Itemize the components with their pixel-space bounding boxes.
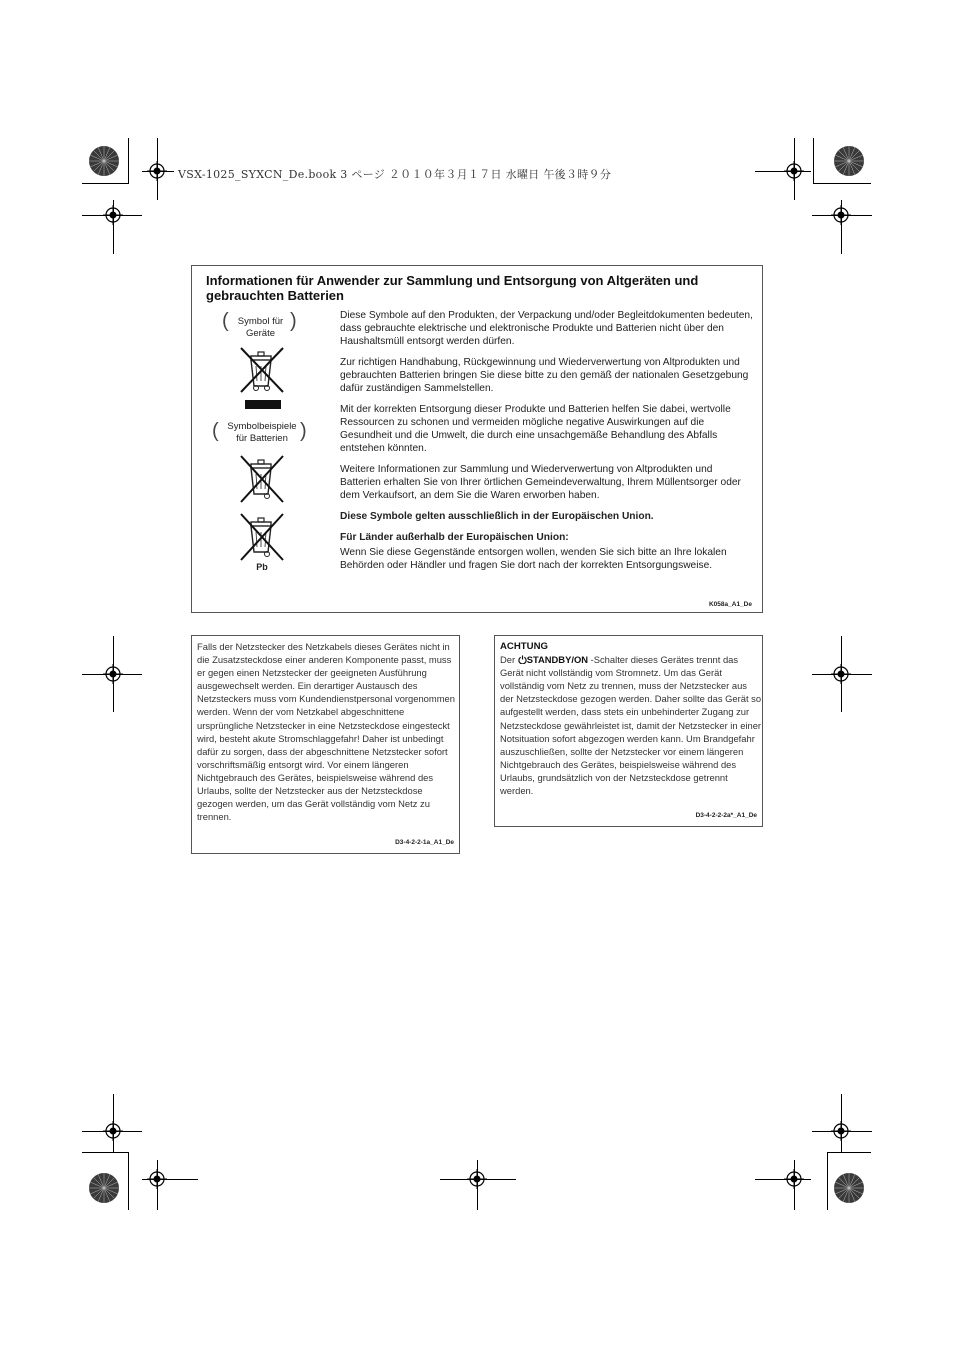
caution-text: -Schalter dieses Gerätes trennt das Gerät nicht vollständig vom Stromnetz. Um das Gerät vollständig vom Netz zu trennen, muss der Netzstecker aus der Netzsteckdose gezogen werden. Daher sollte das Gerät so aufgestellt werden, dass stets ein unbehinderter Zugang zur Netzsteckdose gewährleistet ist, damit der Netzstecker in einer Notsituation sofort abgezogen werden kann. Um Brandgefahr auszuschließen, sollte der Netzstecker vor einem längeren Nichtgebrauch des Gerätes, beispielsweise während des Urlaubs, grundsätzlich von der Netzsteckdose getrennt werden. [500,654,762,797]
disposal-info-box [191,265,763,613]
registration-target-icon [831,205,851,225]
starburst-mark-icon [832,144,866,178]
registration-target-icon [467,1169,487,1189]
registration-target-icon [147,1169,167,1189]
starburst-mark-icon [832,1171,866,1205]
device-symbol-caption: Symbol für Geräte [237,316,284,339]
registration-target-icon [831,664,851,684]
non-eu-text: Wenn Sie diese Gegenstände entsorgen wollen, wenden Sie sich bitte an Ihre lokalen Behörden oder Händler und fragen Sie dort nach der korrekten Entsorgungsweise. [340,547,727,571]
caution-box [494,635,763,827]
disposal-text [340,309,755,580]
disposal-paragraph: Diese Symbole auf den Produkten, der Verpackung und/oder Begleitdokumenten bedeuten, dass gebrauchte elektrische und elektronische Produkte und Batterien nicht über den Haushaltsmüll entsorgt werden dürfen. [340,310,753,347]
paren-close-icon: ) [290,310,297,332]
pb-label: Pb [256,562,268,572]
plug-notice-box [191,635,460,854]
caution-body [500,640,762,797]
disposal-title: Informationen für Anwender zur Sammlung und Entsorgung von Altgeräten und gebrauchten Batterien [206,273,699,303]
caution-prefix: Der [500,654,518,666]
print-header: VSX-1025_SYXCN_De.book 3 ページ ２０１０年３月１７日 水曜日 午後３時９分 [178,168,612,181]
starburst-mark-icon [87,144,121,178]
power-icon [518,655,527,664]
eu-note: Diese Symbole gelten ausschließlich in der Europäischen Union. [340,511,654,522]
registration-target-icon [831,1121,851,1141]
battery-symbol-caption: Symbolbeispiele für Batterien [227,421,297,444]
starburst-mark-icon [87,1171,121,1205]
registration-target-icon [784,1169,804,1189]
disposal-paragraph: Mit der korrekten Entsorgung dieser Produkte und Batterien helfen Sie dabei, wertvolle Ressourcen zu schonen und vermeiden mögliche negative Auswirkungen auf die Gesundheit und die Umwelt, die durch eine unsachgemäße Behandlung des Abfalls entstehen könnten. [340,404,731,454]
standby-label: STANDBY/ON [526,654,589,666]
registration-target-icon [103,664,123,684]
paren-close-icon: ) [300,420,307,442]
crossed-bin-battery-icon [237,454,287,504]
black-bar-icon [245,400,281,409]
non-eu-heading: Für Länder außerhalb der Europäischen Union: [340,532,569,543]
crossed-bin-device-icon [237,346,287,394]
caution-code: D3-4-2-2-2a*_A1_De [695,812,757,819]
disposal-paragraph: Weitere Informationen zur Sammlung und Wiederverwertung von Altprodukten und Batterien erhalten Sie von Ihrer örtlichen Gemeindeverwaltung, Ihrem Müllentsorger oder dem Verkaufsort, an dem Sie die Waren erworben haben. [340,464,741,501]
caution-title: ACHTUNG [500,641,548,652]
registration-target-icon [103,205,123,225]
crossed-bin-pb-battery-icon [237,512,287,562]
paren-open-icon: ( [222,310,229,332]
paren-open-icon: ( [212,420,219,442]
disposal-code: K058a_A1_De [708,601,752,608]
registration-target-icon [784,161,804,181]
plug-notice-code: D3-4-2-2-1a_A1_De [395,839,454,846]
plug-notice-text: Falls der Netzstecker des Netzkabels dieses Gerätes nicht in die Zusatzsteckdose einer anderen Komponente passt, muss er gegen einen Netzstecker der geeigneten Ausführung ausgewechselt werden. Ein derartiger Austausch des Netzsteckers muss vom Kundendienstpersonal vorgenommen werden. Wenn der vom Netzkabel abgeschnittene ursprüngliche Netzstecker in eine Netzsteckdose eingesteckt wird, besteht akute Stromschlaggefahr! Daher ist unbedingt dafür zu sorgen, dass der abgeschnittene Netzstecker sofort vorschriftsmäßig entsorgt wird. Vor einem längeren Nichtgebrauch des Gerätes, beispielsweise während des Urlaubs, sollte der Netzstecker aus der Netzsteckdose gezogen werden, um das Gerät vollständig vom Netz zu trennen. [197,641,455,823]
registration-target-icon [103,1121,123,1141]
disposal-paragraph: Zur richtigen Handhabung, Rückgewinnung und Wiederverwertung von Altprodukten und gebrauchten Batterien bringen Sie diese bitte zu den gemäß der nationalen Gesetzgebung dafür zuständigen Sammelstellen. [340,357,749,394]
registration-target-icon [147,161,167,181]
